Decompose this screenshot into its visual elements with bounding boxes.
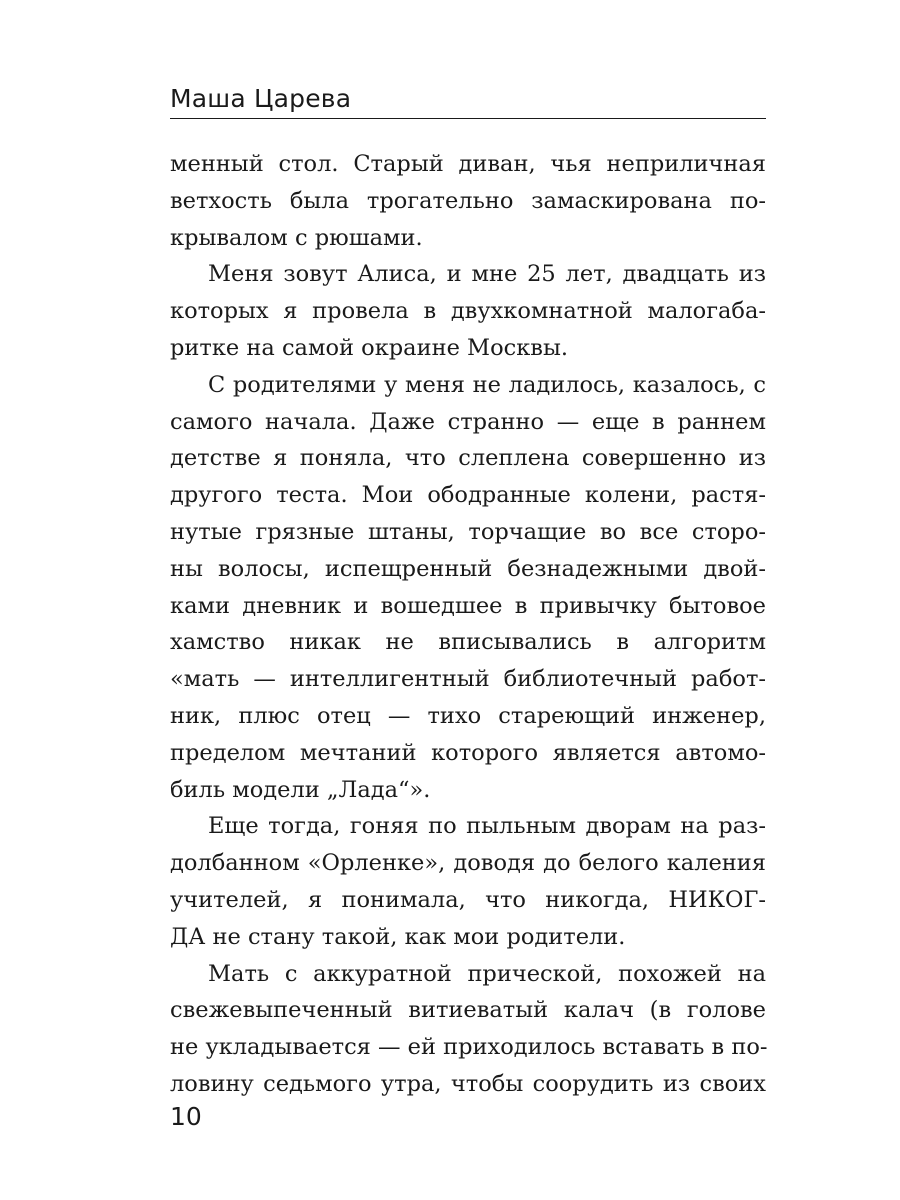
text-line: другого теста. Мои ободранные колени, растя- <box>170 482 766 509</box>
text-line: которых я провела в двухкомнатной малогаба- <box>170 298 766 325</box>
text-line: менный стол. Старый диван, чья неприличная <box>170 151 766 177</box>
text-line: Меня зовут Алиса, и мне 25 лет, двадцать из <box>208 261 766 288</box>
running-head-title: Маша Царева <box>170 84 352 113</box>
text-line: крывалом с рюшами. <box>170 224 423 251</box>
text-line: ками дневник и вошедшее в привычку бытовое <box>170 592 766 619</box>
text-line: долбанном «Орленке», доводя до белого каления <box>170 850 766 877</box>
text-line: свежевыпеченный витиеватый калач (в голове <box>170 997 766 1024</box>
text-line: пределом мечтаний которого является автомо- <box>170 739 766 766</box>
text-line: «мать — интеллигентный библиотечный работ- <box>170 666 766 693</box>
page-number: 10 <box>170 1102 202 1131</box>
text-line: ветхость была трогательно замаскирована по- <box>170 187 766 214</box>
text-line: ритке на самой окраине Москвы. <box>170 334 569 361</box>
text-line: биль модели „Лада“». <box>170 776 431 803</box>
text-line: ны волосы, испещренный безнадежными двой- <box>170 555 766 582</box>
text-line: С родителями у меня не ладилось, казалось, с <box>208 371 766 398</box>
text-line: не укладывается — ей приходилось вставать в по- <box>170 1034 768 1061</box>
text-line: детстве я поняла, что слеплена совершенно из <box>170 445 766 472</box>
header-rule <box>170 118 766 119</box>
text-line: ловину седьмого утра, чтобы соорудить из своих <box>170 1070 766 1097</box>
text-line: учителей, я понимала, что никогда, НИКОГ- <box>170 886 766 913</box>
text-line: самого начала. Даже странно — еще в раннем <box>170 408 766 435</box>
text-line: Еще тогда, гоняя по пыльным дворам на раз- <box>208 813 766 840</box>
text-line: ник, плюс отец — тихо стареющий инженер, <box>170 702 766 729</box>
text-line: нутые грязные штаны, торчащие во все сторо- <box>170 518 766 545</box>
text-line: ДА не стану такой, как мои родители. <box>170 923 626 950</box>
body-text <box>170 146 766 1103</box>
text-line: Мать с аккуратной прической, похожей на <box>208 960 766 987</box>
text-line: хамство никак не вписывались в алгоритм <box>170 629 766 656</box>
